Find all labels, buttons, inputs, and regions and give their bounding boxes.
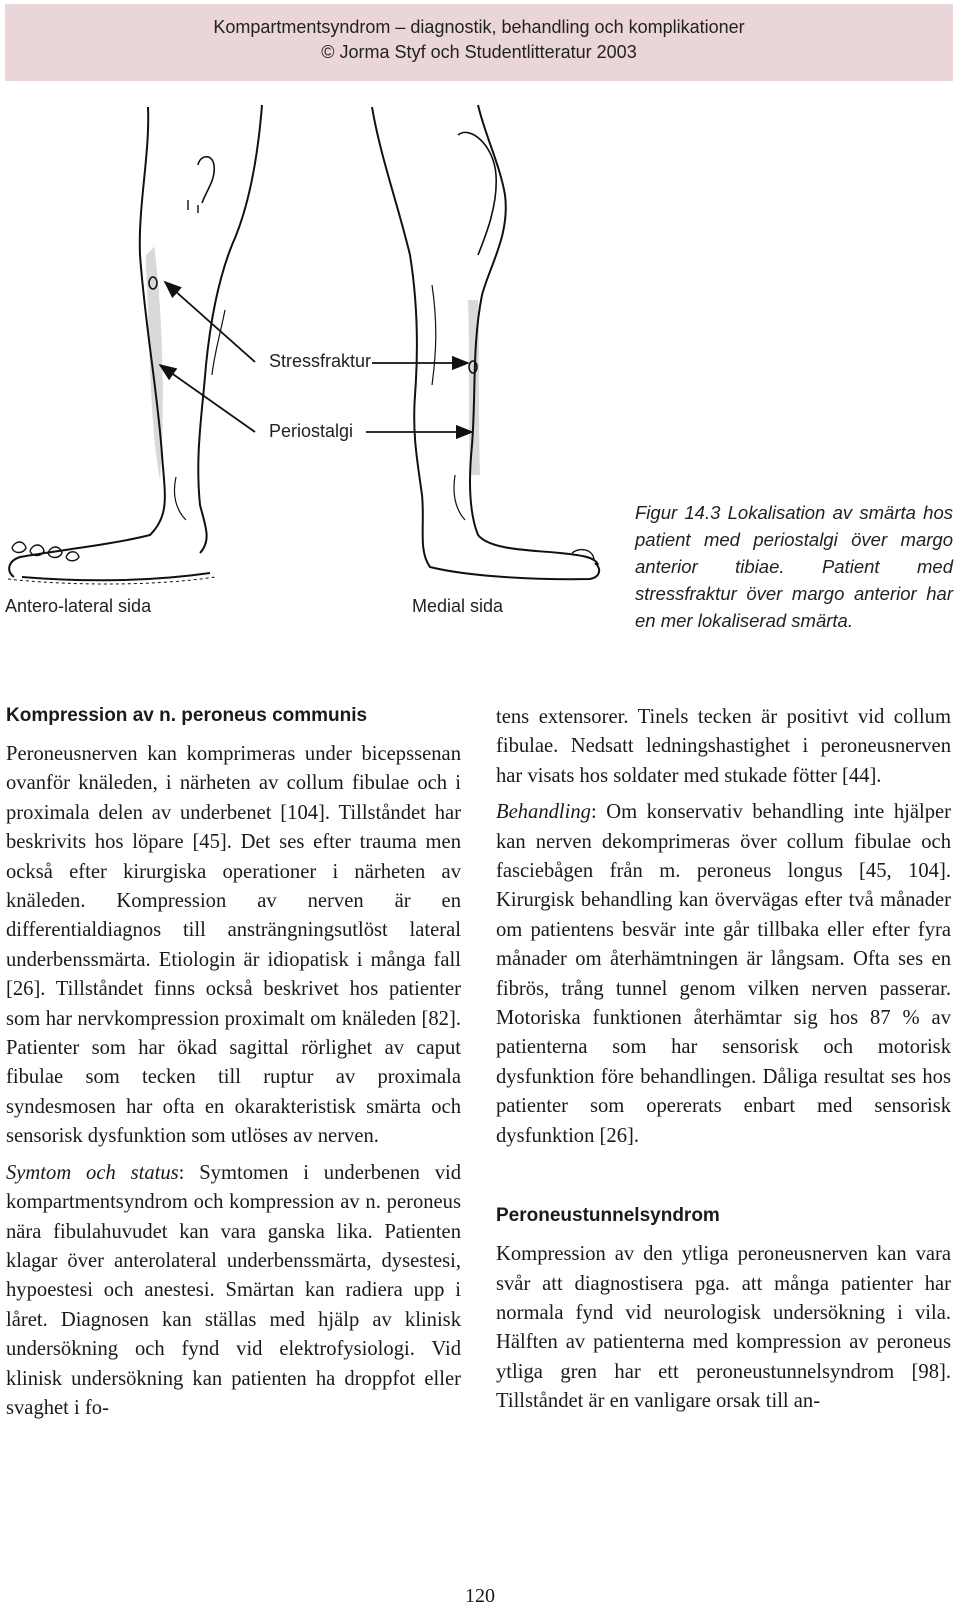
left-column <box>6 703 461 1430</box>
paragraph: Kompression av den ytliga peroneusnerven kan vara svår att diagnostisera pga. att många patienter har normala fynd vid neurologisk undersökning i vila. Hälften av patienterna med kompression av peroneus ytliga gren har ett peroneustunnelsyndrom [98]. Tillståndet är en vanligare orsak till an- <box>496 1243 951 1413</box>
antero-lateral-leg-drawing <box>8 105 262 584</box>
run-in-heading: Behandling <box>496 801 591 824</box>
page-number: 120 <box>465 1585 495 1607</box>
paragraph: tens extensorer. Tinels tecken är positivt vid collum fibulae. Nedsatt ledningshastighet i peroneusnerven har visats hos soldater med stukade fötter [44]. <box>496 706 951 787</box>
leg-pain-figure <box>0 95 960 665</box>
label-medial-sida: Medial sida <box>412 596 504 616</box>
header-copyright: © Jorma Styf och Studentlitteratur 2003 <box>321 42 637 62</box>
label-periostalgi: Periostalgi <box>269 421 354 441</box>
section-heading-peroneustunnelsyndrom: Peroneustunnelsyndrom <box>496 1205 720 1227</box>
paragraph-symtom <box>6 1159 461 1424</box>
right-column <box>496 703 951 1424</box>
paragraph: Peroneusnerven kan komprimeras under bicepssenan ovanför knäleden, i närheten av collum fibulae och i proximala delen av underbenet [104]. Tillståndet har beskrivits hos löpare [45]. Det ses efter trauma men också efter kirurgiska operationer i närheten av knäleden. Kompression av nerven är en differentialdiagnos till ansträngningsutlöst lateral underbenssmärta. Etiologin är idiopatisk i många fall [26]. Tillståndet finns också beskrivet hos patienter som har nervkompression proximalt om knäleden [82]. Patienter som har ökad sagittal rörlighet av caput fibulae som tecken till ruptur av proximala syndesmosen har ofta en okarakteristisk smärta och sensorisk dysfunktion som utlöses av nerven. <box>6 743 461 1148</box>
label-stressfraktur: Stressfraktur <box>269 351 372 371</box>
section-heading-kompression: Kompression av n. peroneus communis <box>6 705 368 726</box>
paragraph-text: : Om konservativ behandling inte hjälper kan nerven dekomprimeras över collum fibulae och fasciebågen från m. peroneus longus [45, 104]. Kirurgisk behandling kan övervägas efter två månader om patientens besvär inte går tillbaka eller efter fyra månader om återhämtningen är långsam. Ofta ses en fibrös, trång tunnel genom vilken nerven passerar. Motoriska funktionen återhämtar sig hos 87 % av patienterna som har sensorisk och motorisk dysfunktion före behandlingen. Dåliga resultat ses hos patienter som opererats enbart med sensorisk dysfunktion [26]. <box>496 801 951 1147</box>
header-title: Kompartmentsyndrom – diagnostik, behandling och komplikationer <box>213 17 745 37</box>
paragraph-behandling <box>496 798 951 1151</box>
label-antero-lateral-sida: Antero-lateral sida <box>5 596 152 616</box>
paragraph-text: : Symtomen i underbenen vid kompartmentsyndrom och kompression av n. peroneus nära fibulahuvudet kan vara ganska lika. Patienten klagar över anterolateral underbenssmärta, dysestesi, hypoestesi och anestesi. Smärtan kan radiera upp i låret. Diagnosen kan ställas med hjälp av klinisk undersökning och fynd vid elektrofysiologi. Vid klinisk undersökning kan patienten ha droppfot eller svaghet i fo- <box>6 1161 462 1419</box>
medial-leg-drawing <box>372 105 599 579</box>
figure-caption: Figur 14.3 Lokalisation av smärta hos patient med periostalgi över margo anterior tibiae. Patient med stressfraktur över margo anterior har en mer lokaliserad smärta. <box>635 502 953 631</box>
run-in-heading: Symtom och status <box>6 1161 179 1184</box>
running-header <box>5 4 953 81</box>
